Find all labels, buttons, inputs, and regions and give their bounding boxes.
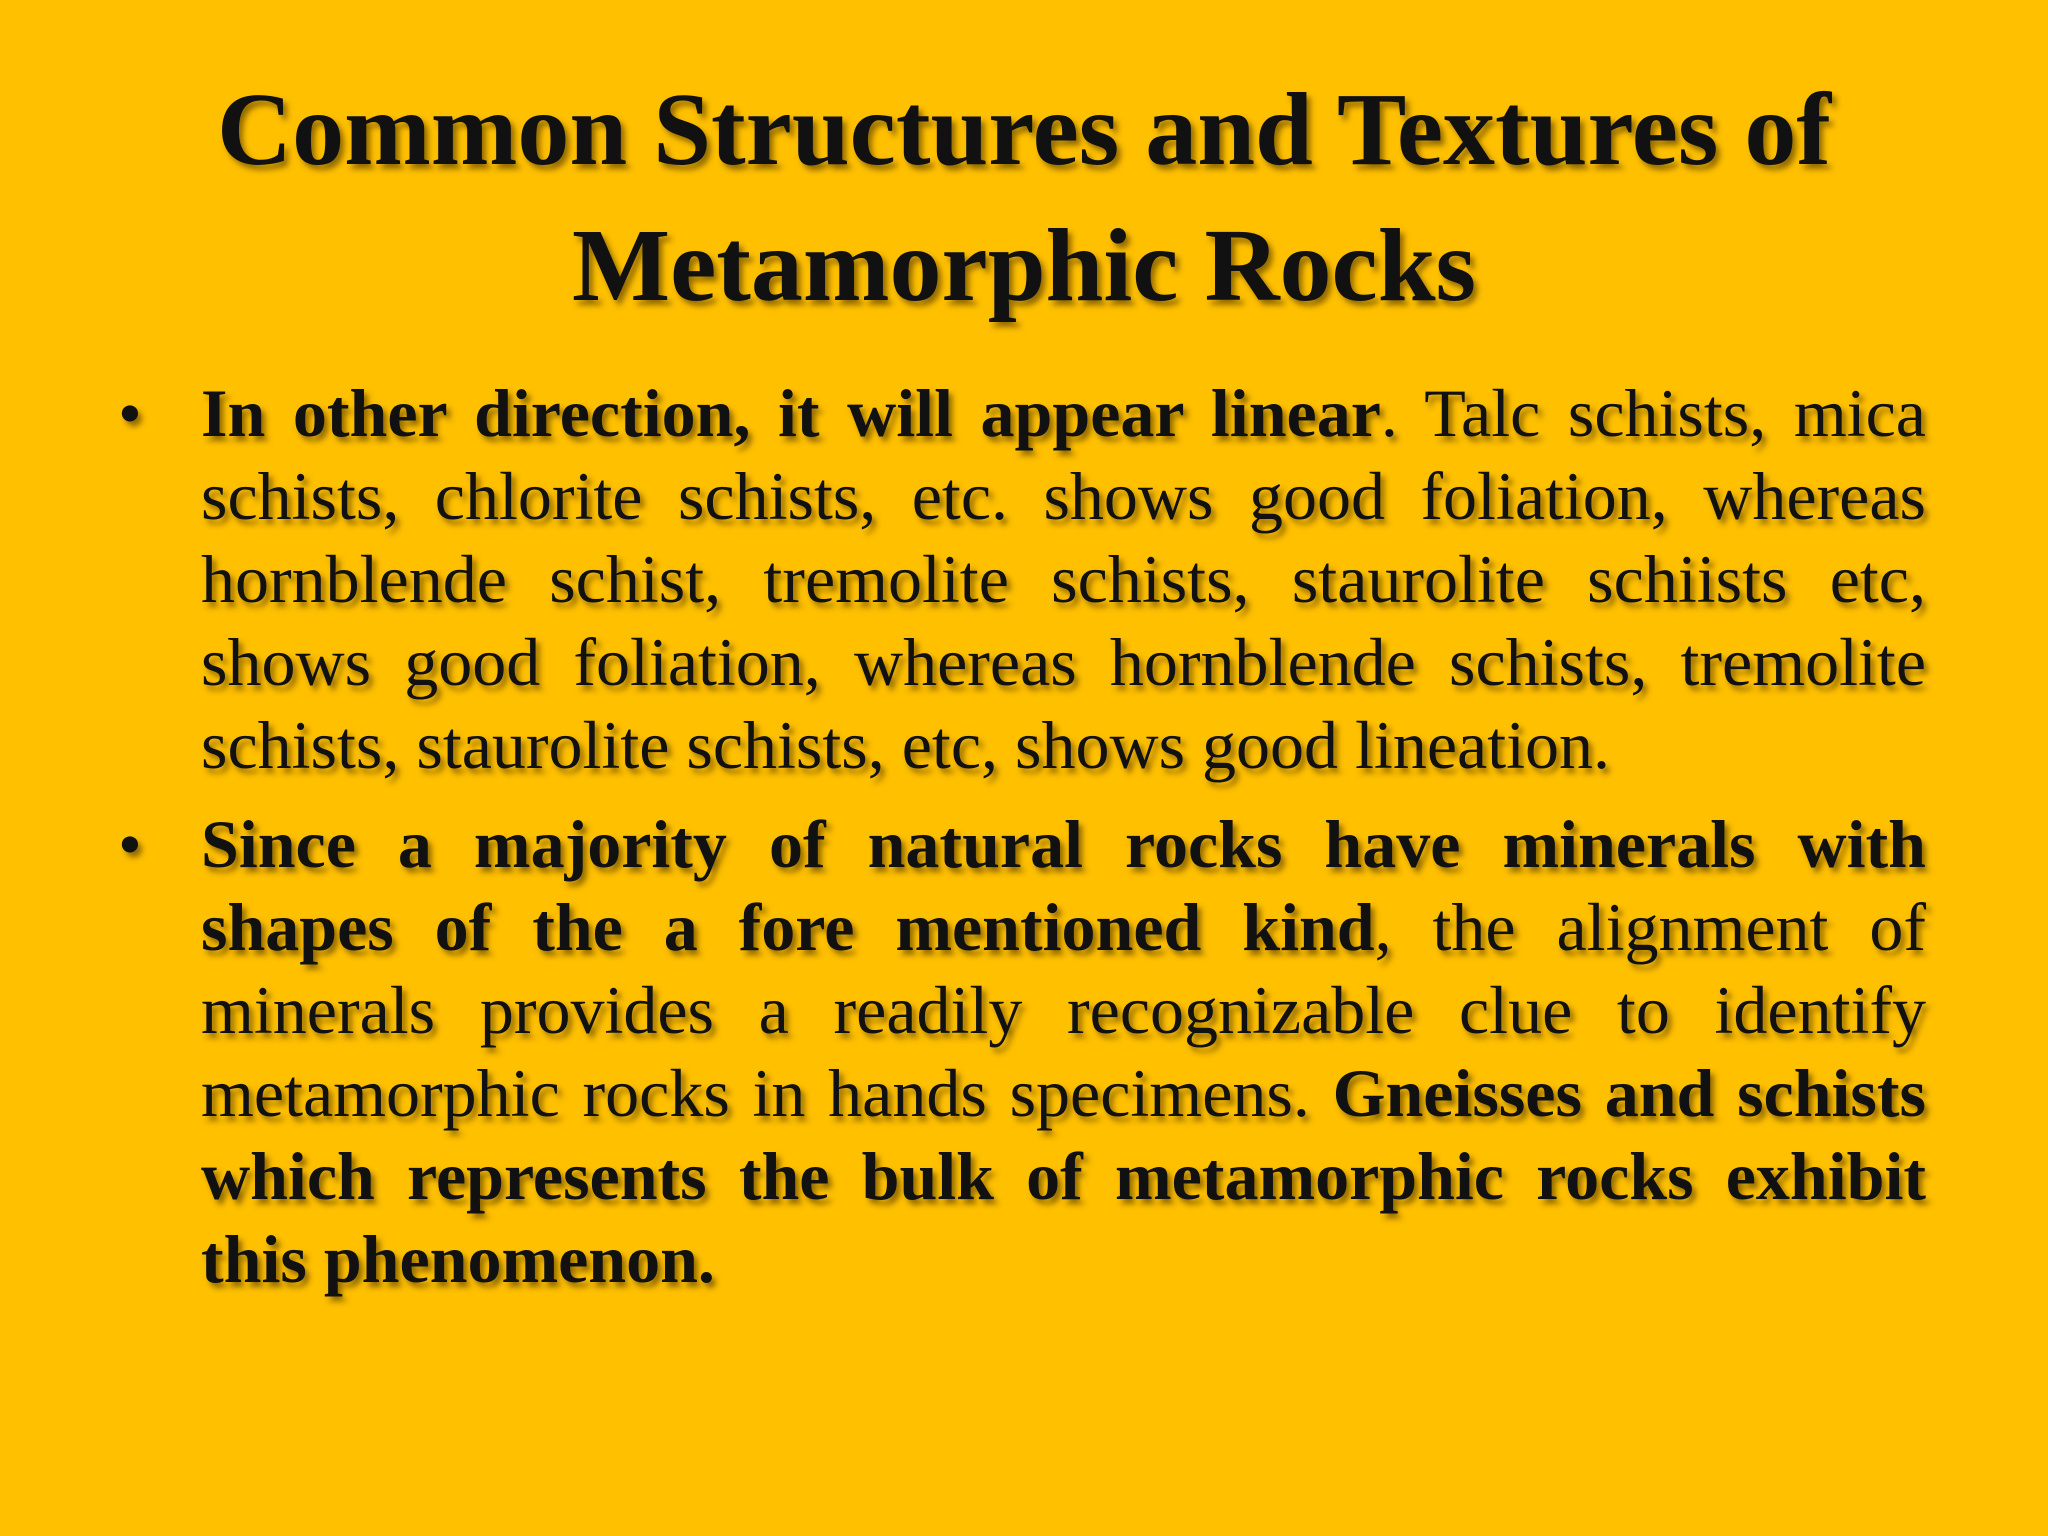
bullet-list xyxy=(118,372,1926,1317)
bullet-item xyxy=(118,803,1926,1301)
bullet-dot-icon: • xyxy=(118,375,142,451)
bullet-text: , the alignment of minerals provides a readily recognizable clue to identify metamorphic rocks in hands specimens. xyxy=(201,889,1926,1131)
slide-title: Common Structures and Textures of Metamorphic Rocks xyxy=(216,72,1832,323)
bullet-bold-tail: Gneisses and schists which represents the bulk of metamorphic rocks exhibit this phenomenon. xyxy=(201,1055,1927,1297)
bullet-bold-lead: In other direction, it will appear linear xyxy=(201,375,1381,451)
bullet-dot-icon: • xyxy=(118,806,142,882)
bullet-text: . Talc schists, mica schists, chlorite schists, etc. shows good foliation, whereas hornblende schist, tremolite schists, staurolite schiists etc, shows good foliation, whereas hornblende schists, tremolite schists, staurolite schists, etc, shows good lineation. xyxy=(201,375,1926,783)
bullet-bold-lead: Since a majority of natural rocks have minerals with shapes of the a fore mentioned kind xyxy=(201,806,1926,965)
bullet-item xyxy=(118,372,1926,787)
